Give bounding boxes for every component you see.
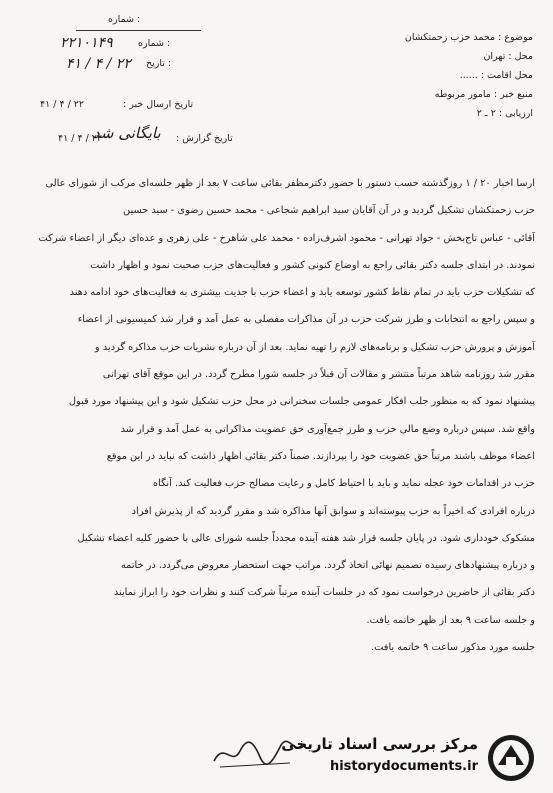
body-line: مقرر شد روزنامه شاهد مرتباً منتشر و مقالات آن قبلاً در جلسه شورا مطرح گردد. در این موقع آقای تهرانی: [102, 369, 535, 381]
source-line: منبع خبر : مامور مربوطه: [434, 89, 533, 100]
handwritten-note: بایگانی شد: [93, 124, 161, 142]
report-body: [18, 170, 535, 661]
body-line: واقع شد. سپس درباره وضع مالی حزب و طرز جمع‌آوری حق عضویت مذاکراتی به عمل آمد و قرار شد: [120, 423, 535, 435]
sent-date-value: ۴۱ / ۴ / ۲۲: [40, 99, 84, 110]
document-meta-right: [343, 28, 533, 123]
body-line: و جلسه ساعت ۹ بعد از ظهر خاتمه یافت.: [366, 614, 535, 626]
body-line: ارسا اخبار ۲۰ / ۱ روزگذشته حسب دستور با حضور دکترمظفر بقائی ساعت ۷ بعد از ظهر جلسه‌ای مرکب از شورای عالی: [45, 178, 535, 189]
evaluation-line: ارزیابی : ۲ ـ ۲: [476, 108, 533, 119]
watermark-title: مرکز بررسی اسناد تاریخی: [281, 735, 478, 753]
body-line: مشکوک خودداری شود. در پایان جلسه قرار شد هفته آینده مجدداً جلسه شورای عالی با حضور کلیه اعضاء تشکیل: [77, 532, 535, 544]
report-date-label: تاریخ گزارش :: [176, 133, 233, 144]
body-line: که تشکیلات حزب باید در تمام نقاط کشور توسعه یابد و اعضاء حزب با جدیت بیشتری به فعالیت‌های خود ادامه دهند: [69, 287, 535, 299]
date-label: تاریخ :: [146, 58, 172, 69]
location-line: محل : تهران: [483, 51, 533, 62]
watermark-url: historydocuments.ir: [329, 759, 478, 774]
body-line: آموزش و پرورش حزب تشکیل و برنامه‌های لازم را تهیه نماید. بعد از آن درباره نشریات حزب مذاکره گردید و: [94, 341, 535, 353]
number-label: شماره :: [138, 38, 171, 49]
body-line: دکتر بقائی از حاضرین درخواست نمود که در جلسات آینده مرتباً شرکت کنند و نظرات خود را ابراز نمایند: [113, 587, 535, 599]
closing-line: جلسه مورد مذکور ساعت ۹ خاتمه یافت.: [371, 642, 535, 654]
body-line: و درباره پیشنهادهای رسیده تصمیم نهائی اتخاذ گردد. مراتب جهت استحضار معروض می‌گردد. در خاتمه: [120, 560, 535, 572]
body-line: حزب زحمتکشان تشکیل گردید و در آن آقایان سید ابراهیم شجاعی - محمد حسین رضوی - سید حسین: [123, 205, 535, 217]
address-line: محل اقامت : ......: [459, 70, 533, 81]
body-line: حزب در اقدامات خود عجله نماید و باید با احتیاط کامل و رعایت مصالح حزب فعالیت کند. آنگاه: [152, 478, 535, 490]
body-line: درباره افرادی که اخیراً به حزب پیوسته‌اند و سوابق آنها مذاکره شد و مقرر گردید که از پذیرش افراد: [131, 505, 535, 517]
body-line: و سپس راجع به انتخابات و طرز شرکت حزب در آن مذاکرات مفصلی به عمل آمد و قرار شد کمیسیونی از اعضاء: [77, 314, 535, 326]
report-date-value: ۴۱ / ۴ / ۲۲: [58, 133, 102, 144]
date-value: ۴۱ / ۴ / ۲۲: [66, 56, 131, 72]
archive-logo-icon: [486, 733, 536, 783]
number-label-top: شماره :: [108, 14, 141, 25]
sent-date-label: تاریخ ارسال خبر :: [123, 99, 194, 110]
body-line: نمودند. در ابتدای جلسه دکتر بقائی راجع به اوضاع کنونی کشور و فعالیت‌های حزب صحبت نمود و اظهار داشت: [90, 259, 535, 271]
archive-watermark: [281, 731, 540, 787]
number-value: ۲۲۱۰۱۴۹: [60, 35, 113, 51]
body-line: آقائی - عباس تاج‌بخش - جواد تهرانی - محمود اشرف‌زاده - محمد علی شاهرخ - علی زهری و عده‌ای دیگر از اعضاء شرکت: [38, 232, 535, 244]
stamp-divider: [76, 30, 201, 31]
body-line: پیشنهاد نمود که به منظور جلب افکار عمومی جلسات سخنرانی در محل حزب تشکیل شود و این پیشنهاد مورد قبول: [68, 396, 535, 408]
body-line: اعضاء موظف باشند مرتباً حق عضویت خود را بپردازند. ضمناً دکتر بقائی اظهار داشت که نباید در این موقع: [106, 450, 535, 462]
subject-line: موضوع : محمد حزب زحمتکشان: [404, 32, 533, 43]
